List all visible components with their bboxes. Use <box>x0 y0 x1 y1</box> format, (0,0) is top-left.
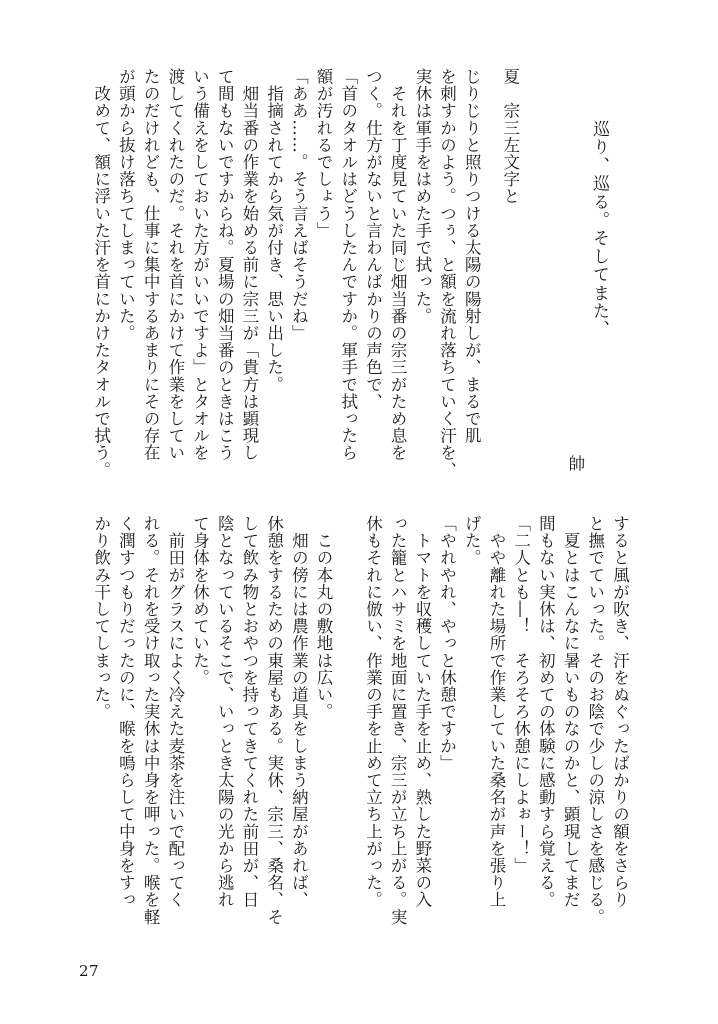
text-line: て間もないですからね。夏場の畑当番のときはこう <box>215 68 235 462</box>
text-line: たのだけれども、仕事に集中するあまりにその存在 <box>141 68 161 462</box>
text-line: じりじりと照りつける太陽の陽射しが、まるで肌 <box>462 68 482 445</box>
text-line: トマトを収穫していた手を止め、熟した野菜の入 <box>412 515 432 909</box>
text-line: 渡してくれたのだ。それを首にかけて作業をしてい <box>165 68 185 462</box>
text-line: を刺すかのよう。つぅ、と額を流れ落ちていく汗を、 <box>437 68 457 479</box>
text-line: すると風が吹き、汗をぬぐったばかりの額をさらり <box>610 515 630 909</box>
story-title: 巡り、巡る。そしてまた、 <box>589 120 609 339</box>
text-line: つく。仕方がないと言わんばかりの声色で、 <box>363 68 383 410</box>
text-line: この本丸の敷地は広い。 <box>314 515 334 721</box>
text-line: 休もそれに倣い、作業の手を止めて立ち上がった。 <box>363 515 383 909</box>
text-line: 額が汚れるでしょう」 <box>314 68 334 239</box>
text-line: 改めて、額に浮いた汗を首にかけたタオルで拭う。 <box>91 68 111 479</box>
text-line: かり飲み干してしまった。 <box>91 515 111 721</box>
text-line: いう備えをしておいた方がいいですよ」とタオルを <box>190 68 210 462</box>
text-line: げた。 <box>462 515 482 567</box>
text-line: 畑当番の作業を始める前に宗三が「貴方は顕現し <box>239 68 259 462</box>
text-line: 「やれやれ、やっと休憩ですか」 <box>437 515 457 772</box>
text-line: 畑の傍には農作業の道具をしまう納屋があれば、 <box>289 515 309 909</box>
text-line: 「二人とも―！ そろそろ休憩にしよぉー！」 <box>511 515 531 875</box>
upper-text-block <box>88 68 483 478</box>
text-line: が頭から抜け落ちてしまっていた。 <box>116 68 136 342</box>
text-line: して飲み物とおやつを持ってきてくれた前田が、日 <box>239 515 259 909</box>
text-line <box>335 515 360 925</box>
subtitle: 夏 宗三左文字と <box>500 68 520 205</box>
text-line: 休憩をするための東屋もある。実休、宗三、桑名、そ <box>264 515 284 926</box>
text-line: やや離れた場所で作業していた桑名が声を張り上 <box>486 515 506 909</box>
text-line: 間もない実休は、初めての体験に感動すら覚える。 <box>536 515 556 909</box>
text-line: 夏とはこんなに暑いものなのかと、顕現してまだ <box>561 515 581 909</box>
text-line: 陰となっているそこで、いっとき太陽の光から逃れ <box>215 515 235 909</box>
text-line: く潤すつもりだったのに、喉を鳴らして中身をすっ <box>116 515 136 909</box>
text-line: て身体を休めていた。 <box>190 515 210 686</box>
text-line: った籠とハサミを地面に置き、宗三が立ち上がる。実 <box>388 515 408 926</box>
text-line: 実休は軍手をはめた手で拭った。 <box>412 68 432 325</box>
text-line: それを丁度見ていた同じ畑当番の宗三がため息を <box>388 68 408 462</box>
author-name: 帥 <box>566 455 585 473</box>
text-line: 前田がグラスによく冷えた麦茶を注いで配ってく <box>165 515 185 909</box>
text-line: 指摘されてから気が付き、思い出した。 <box>264 68 284 393</box>
page-number: 27 <box>79 962 100 980</box>
text-line: と撫でていった。そのお陰で少しの涼しさを感じる。 <box>585 515 605 926</box>
text-line: れる。それを受け取った実休は中身を呷った。喉を軽 <box>141 515 161 926</box>
lower-text-block <box>88 515 631 925</box>
text-line: 「ああ……。そう言えばそうだね」 <box>289 68 309 342</box>
text-line: 「首のタオルはどうしたんですか。軍手で拭ったら <box>338 68 358 462</box>
